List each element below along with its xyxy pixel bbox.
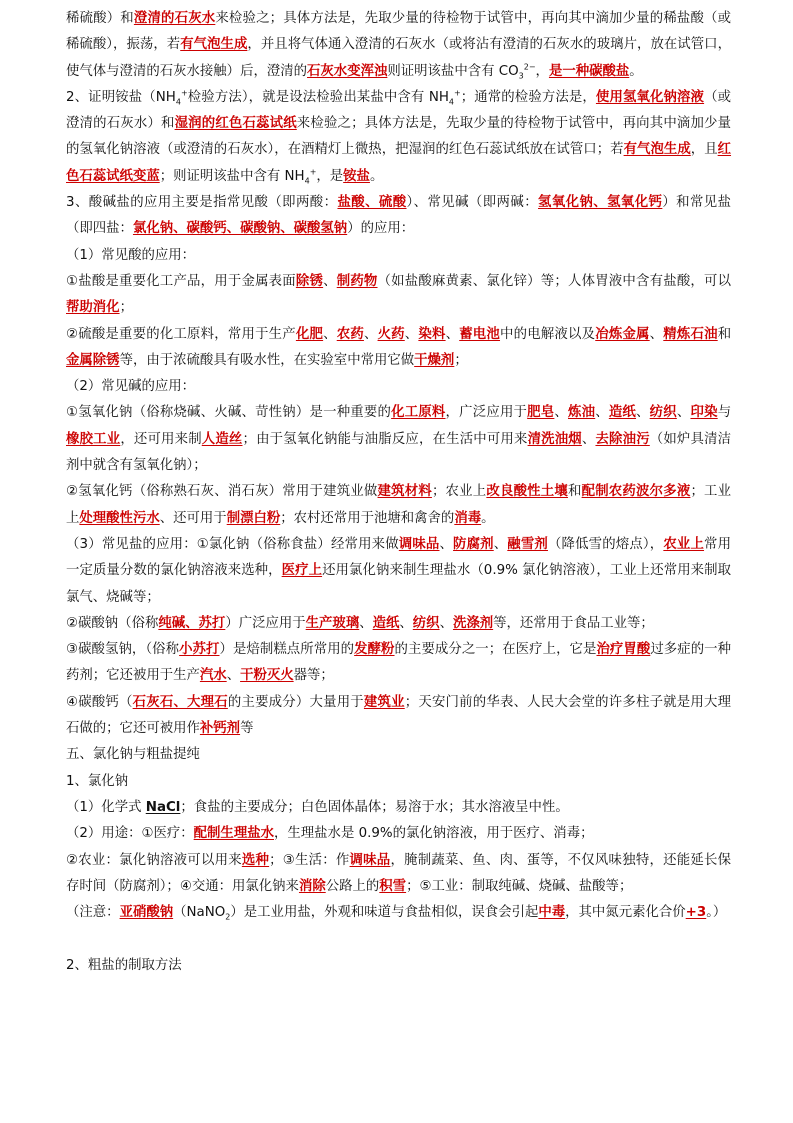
key-term: 是一种碳酸盐 [548, 63, 630, 79]
key-term: 氢氧化钠、氢氧化钙 [538, 195, 663, 211]
text-run: 来检验之；具体方法是，先取少量的待检物于试管中，再向其中滴加少量的稀盐酸（或稀硫酸），振荡，若 [66, 11, 732, 53]
text-run: 常用一定质量分数的氯化钠溶液来选种， [66, 536, 731, 579]
subscript: 4 [175, 97, 181, 107]
key-term: 医疗上 [281, 563, 323, 579]
key-term: 亚硝酸钠 [119, 905, 174, 921]
paragraph [66, 532, 731, 611]
key-term: 炼油 [567, 405, 596, 421]
text-run: （1）常见酸的应用： [66, 247, 196, 263]
text-run: ；食盐的主要成分；白色固体晶体；易溶于水；其水溶液呈中性。 [180, 799, 569, 815]
key-term: 消除 [298, 878, 326, 894]
text-run: ，还可用来制 [120, 431, 202, 447]
key-term: 除锈 [295, 273, 324, 289]
text-run: ②农业：氯化钠溶液可以用来 [66, 852, 242, 868]
key-term: 盐酸、硫酸 [337, 195, 407, 211]
key-term: 清洗油烟 [527, 431, 582, 447]
key-term: 金属除锈 [66, 352, 120, 368]
text-run: 2、证明铵盐（NH [66, 89, 176, 105]
key-term: 干燥剂 [414, 352, 455, 368]
paragraph [66, 85, 731, 190]
key-term: 使用氢氧化钠溶液 [595, 89, 705, 105]
text-run: 、 [554, 405, 568, 421]
text-run: （降低雪的熔点）， [547, 536, 664, 552]
key-term: 蓄电池 [459, 326, 501, 342]
text-run: 则证明该盐中含有 CO [387, 63, 519, 79]
key-term: 补钙剂 [199, 721, 241, 737]
paragraph [66, 479, 731, 532]
text-run: 、 [439, 615, 453, 631]
paragraph [66, 821, 731, 847]
superscript: 2− [523, 62, 536, 72]
key-term: 制漂白粉 [226, 510, 281, 526]
text-run: ，是 [316, 168, 344, 184]
text-run: 、 [363, 326, 378, 342]
text-run: 3、酸碱盐的应用主要是指常见酸（即两酸： [66, 195, 338, 211]
text-run: ；通常的检验方法是， [460, 89, 596, 105]
text-run: ；农业上 [431, 484, 487, 500]
text-run: 、 [439, 536, 454, 552]
key-term: 染料 [418, 326, 446, 342]
superscript: + [180, 88, 188, 98]
text-run: 、 [323, 326, 337, 342]
text-run: ；农村还常用于池塘和禽舍的 [280, 510, 455, 526]
text-run: ，且 [690, 142, 718, 158]
text-run: ，其中氮元素化合价 [565, 905, 686, 921]
text-run: 、 [636, 405, 650, 421]
key-term: 去除油污 [595, 431, 650, 447]
key-term: 火药 [377, 326, 405, 342]
paragraph [66, 243, 731, 269]
text-run: 。 [481, 510, 495, 526]
key-term: 石灰石、大理石 [132, 694, 228, 710]
text-run: 等，由于浓硫酸具有吸水性，在实验室中常用它做 [119, 352, 415, 368]
key-term: 橡胶工业 [66, 431, 121, 447]
paragraph [66, 769, 731, 795]
blank-line [66, 926, 731, 952]
key-term: 造纸 [372, 615, 400, 631]
text-run: 中的电解液以及 [500, 326, 596, 342]
text-run: ； [119, 300, 133, 316]
key-term: 小苏打 [179, 642, 220, 658]
text-run: （如炉具清洁剂中就含有氢氧化钠）； [66, 431, 732, 474]
text-run: 和 [717, 326, 732, 342]
key-term: 制药物 [336, 273, 378, 289]
key-term: 防腐剂 [453, 536, 494, 552]
key-term: 洗涤剂 [452, 615, 494, 631]
paragraph [66, 400, 731, 479]
text-run: 的主要成分之一；在医疗上，它是 [394, 642, 597, 658]
paragraph [66, 848, 731, 901]
text-run: （如盐酸麻黄素、氯化锌）等；人体胃液中含有盐酸，可以 [377, 273, 732, 289]
key-term: 化工原料 [391, 405, 446, 421]
text-run: ； [454, 352, 468, 368]
text-run: 2、粗盐的制取方法 [66, 957, 182, 973]
text-run: 五、氯化钠与粗盐提纯 [66, 747, 200, 763]
text-run: 、 [676, 405, 691, 421]
key-term: 精炼石油 [663, 326, 718, 342]
key-term: 纺织 [412, 615, 440, 631]
key-term: 建筑业 [363, 694, 405, 710]
key-term: 建筑材料 [377, 484, 432, 500]
key-term: 石灰水变浑浊 [307, 63, 388, 79]
paragraph [66, 322, 731, 375]
key-term: 改良酸性土壤 [486, 484, 568, 500]
key-term: 农业上 [663, 536, 705, 552]
key-term: 中毒 [538, 905, 566, 921]
key-term: +3 [685, 905, 707, 921]
key-term: 配制生理盐水 [193, 826, 274, 842]
text-run: ）的应用： [347, 221, 415, 237]
paragraph [66, 690, 731, 743]
text-run: 、 [493, 536, 508, 552]
key-term: 湿润的红色石蕊试纸 [174, 116, 297, 132]
paragraph [66, 742, 731, 768]
key-term: 氯化钠、碳酸钙、碳酸钠、碳酸氢钠 [132, 221, 348, 237]
key-term: 肥皂 [527, 405, 555, 421]
text-run: 器等； [293, 668, 334, 684]
key-term: 红色石蕊试纸变蓝 [66, 142, 732, 184]
key-term: 人造丝 [201, 431, 243, 447]
text-run: 与 [717, 405, 732, 421]
text-run: 公路上的 [325, 878, 380, 894]
text-run: ③碳酸氢钠，（俗称 [66, 642, 180, 658]
paragraph [66, 6, 731, 85]
key-term: 调味品 [398, 536, 440, 552]
key-term: 澄清的石灰水 [133, 11, 216, 26]
document-body [66, 6, 731, 979]
text-run: 等，还常用于食品工业等； [493, 615, 654, 631]
formula: NaCl [145, 799, 181, 815]
text-run: ②硫酸是重要的化工原料，常用于生产 [66, 326, 296, 342]
key-term: 农药 [336, 326, 364, 342]
text-run: 、 [595, 405, 609, 421]
text-run: 、 [399, 615, 413, 631]
text-run: （1）化学式 [66, 799, 146, 815]
text-run: 、 [323, 273, 337, 289]
key-term: 印染 [690, 405, 718, 421]
key-term: 纺织 [649, 405, 677, 421]
paragraph [66, 269, 731, 322]
text-run: ②碳酸钠（俗称 [66, 615, 159, 631]
text-run: 。 [369, 168, 384, 184]
key-term: 处理酸性污水 [79, 510, 160, 526]
key-term: 帮助消化 [66, 300, 120, 316]
key-term: 化肥 [295, 326, 324, 342]
text-run: ）、常见碱（即两碱： [406, 195, 539, 211]
paragraph [66, 374, 731, 400]
key-term: 纯碱、苏打 [158, 615, 226, 631]
text-run: ②氢氧化钙（俗称熟石灰、消石灰）常用于建筑业做 [66, 484, 378, 500]
text-run: 的主要成分）大量用于 [227, 694, 364, 710]
key-term: 选种 [241, 852, 270, 868]
text-run: 、还可用于 [159, 510, 227, 526]
paragraph [66, 190, 731, 243]
text-run: （3）常见盐的应用：①氯化钠（俗称食盐）经常用来做 [66, 536, 399, 552]
paragraph [66, 611, 731, 637]
paragraph [66, 953, 731, 979]
text-run: （2）常见碱的应用： [66, 379, 196, 395]
key-term: 汽水 [199, 668, 227, 684]
text-run: ；工业上 [66, 484, 732, 526]
superscript: + [454, 88, 461, 98]
text-run: 、 [581, 431, 596, 447]
text-run: ， [535, 63, 549, 79]
key-term: 生产玻璃 [305, 615, 360, 631]
text-run: ；③生活：作 [269, 852, 350, 868]
key-term: 配制农药波尔多液 [581, 484, 691, 500]
text-run: ，生理盐水是 0.9%的氯化钠溶液，用于医疗、消毒； [274, 826, 594, 842]
text-run: ①氢氧化钠（俗称烧碱、火碱、苛性钠）是一种重要的 [66, 405, 392, 421]
text-run: 。） [706, 905, 727, 921]
text-run: ，并且将气体通入澄清的石灰水（或将沾有澄清的石灰水的玻璃片，放在试管口，使气体与澄清的石灰水接触）后，澄清的 [66, 37, 732, 79]
text-run: ）是工业用盐，外观和味道与食盐相似，误食会引起 [230, 905, 539, 921]
key-term: 治疗胃酸 [596, 642, 651, 658]
text-run: （2）用途：①医疗： [66, 826, 194, 842]
text-run: ，腌制蔬菜、鱼、肉、蛋等，不仅风味独特，还能延长保存时间（防腐剂）；④交通：用氯化钠来 [66, 852, 732, 894]
text-run: （注意： [66, 905, 120, 921]
text-run: ，广泛应用于 [445, 405, 528, 421]
key-term: 有气泡生成 [180, 37, 248, 53]
text-run: 、 [404, 326, 419, 342]
key-term: 发酵粉 [354, 642, 395, 658]
key-term: 冶炼金属 [595, 326, 650, 342]
key-term: 铵盐 [343, 168, 370, 184]
text-run: ）和常见盐（即四盐： [66, 195, 732, 237]
text-run: 等 [240, 721, 254, 737]
paragraph [66, 637, 731, 690]
text-run: ）是焙制糕点所常用的 [219, 642, 355, 658]
subscript: 4 [448, 97, 455, 107]
key-term: 调味品 [349, 852, 391, 868]
text-run: 过多症的一种药剂；它还被用于生产 [66, 642, 732, 684]
paragraph [66, 795, 731, 821]
subscript: 4 [304, 176, 310, 186]
text-run: ；则证明该盐中含有 NH [159, 168, 305, 184]
subscript: 3 [518, 71, 524, 81]
text-run: ①盐酸是重要化工产品，用于金属表面 [66, 273, 296, 289]
key-term: 消毒 [454, 510, 482, 526]
text-run: （NaNO [173, 905, 226, 921]
text-run: 、 [445, 326, 460, 342]
text-run: 1、氯化钠 [66, 773, 129, 789]
key-term: 干粉灭火 [240, 668, 294, 684]
key-term: 积雪 [379, 878, 407, 894]
text-run: 和 [567, 484, 582, 500]
text-run: ；由于氢氧化钠能与油脂反应，在生活中可用来 [242, 431, 528, 447]
paragraph [66, 900, 731, 926]
text-run: 来检验之；具体方法是，先取少量的待检物于试管中，再向其中滴加少量的氢氧化钠溶液（或澄清的石灰水），在酒精灯上微热，把湿润的红色石蕊试纸放在试管口；若 [66, 116, 732, 158]
text-run: 稀硫酸）和 [66, 11, 134, 26]
text-run: 检验方法），就是设法检验出某盐中含有 NH [187, 89, 449, 105]
key-term: 融雪剂 [507, 536, 548, 552]
text-run: （或澄清的石灰水）和 [66, 89, 732, 132]
text-run: ；⑤工业：制取纯碱、烧碱、盐酸等； [406, 878, 633, 894]
text-run: 还用氯化钠来制生理盐水（0.9% 氯化钠溶液），工业上还常用来制取氯气、烧碱等； [66, 563, 732, 605]
text-run: ）广泛应用于 [225, 615, 306, 631]
key-term: 有气泡生成 [623, 142, 691, 158]
text-run: 。 [629, 63, 643, 79]
text-run: 、 [649, 326, 664, 342]
text-run: 、 [359, 615, 373, 631]
key-term: 造纸 [608, 405, 637, 421]
text-run: ；天安门前的华表、人民大会堂的许多柱子就是用大理石做的；它还可被用作 [66, 694, 732, 737]
subscript: 2 [225, 912, 231, 922]
superscript: + [309, 167, 317, 177]
text-run: 、 [226, 668, 241, 684]
text-run: ④碳酸钙（ [66, 694, 133, 710]
